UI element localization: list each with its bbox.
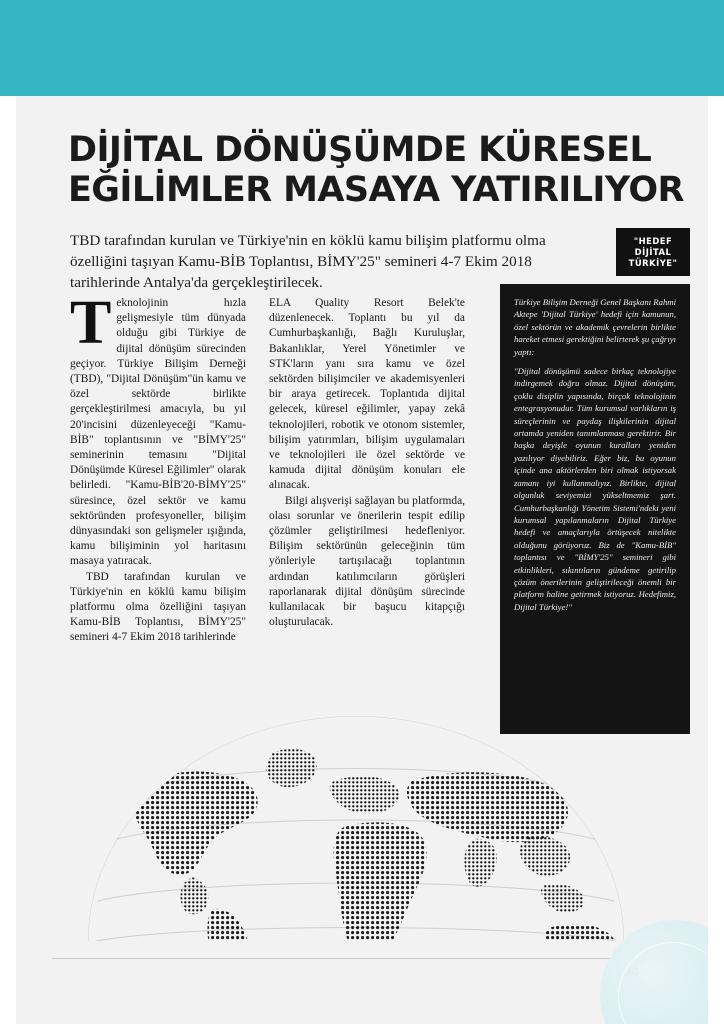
pull-quote-label bbox=[616, 228, 690, 276]
quote-paragraph-1: Türkiye Bilişim Derneği Genel Başkanı Rahmi Aktepe 'Dijital Türkiye' hedefi için kamunun, özel sektörün ve akademik çevrelerin birlikte hareket etmesi gerektiğini belirterek şu çağrıyı yaptı: bbox=[514, 297, 676, 357]
lede-paragraph: TBD tarafından kurulan ve Türkiye'nin en köklü kamu bilişim platformu olma özelliğini taşıyan Kamu-BİB Toplantısı, BİMY'25" semineri 4-7 Ekim 2018 tarihlerinde Antalya'da gerçekleştirilecek. bbox=[70, 232, 546, 291]
footer-divider bbox=[52, 958, 672, 959]
pull-label-line-2: DİJİTAL bbox=[634, 246, 672, 257]
headline-line-2: EĞİLİMLER MASAYA YATIRILIYOR bbox=[68, 170, 684, 210]
column1-paragraph-1-text: eknolojinin hızla gelişmesiyle tüm dünyada olduğu gibi Türkiye de dijital dönüşüm sürecinden geçiyor. Türkiye Bilişim Derneği (TBD), "Dijital Dönüşüm"ün kamu ve özel sektörde birlikte gerçekleştirilmesi amacıyla, bu yıl 20'incisini düzenleyeceği "Kamu-BİB" toplantısının ve "BİMY'25" seminerinin temasını "Dijital Dönüşümde Küresel Eğilimler" olarak belirledi. "Kamu-BİB'20-BİMY'25" süresince, özel sektör ve kamu sektöründen profesyoneller, bilişim dünyasındaki son gelişmeler ışığında, kamu bilişiminin yol haritasını masaya yatıracak. bbox=[70, 297, 246, 568]
body-column-1 bbox=[70, 289, 246, 646]
quote-paragraph-2: "Dijital dönüşümü sadece birkaç teknolojiye indirgemek doğru olmaz. Dijital dönüşüm, çoklu disiplin yapısında, birçok teknolojinin entegrasyonudur. Tüm kurumsal varlıkların iş süreçlerinin ve paydaş ilişkilerinin dijital ortamda yeniden tanımlanması gerektirir. Bir başka deyişle oyunun kuralları yeniden yazılıyor diyebiliriz. Eğer biz, bu oyunun içinde ana aktörlerden biri olmak istiyorsak zamanı iyi kullanmalıyız. Birlikte, dijital olgunluk seviyemizi yükseltmemiz şart. Cumhurbaşkanlığı Yönetim Sistemi'ndeki yeni kurumsal yapılanmaların Dijital Türkiye hedefi ve amaçlarıyla örtüşecek nitelikte olduğunu görüyoruz. Biz de "Kamu-BİB" toplantısı ve "BİMY'25" semineri gibi etkinlikleri, sıkıntıların gündeme getirilip çözüm önerilerinin geliştirileceği önemli bir platform haline getirmek istiyoruz. Hedefimiz, Dijital Türkiye!" bbox=[514, 366, 676, 612]
drop-cap: T bbox=[70, 289, 112, 357]
body-column-2 bbox=[269, 296, 465, 630]
page-title bbox=[68, 130, 688, 210]
headline-line-1: DİJİTAL DÖNÜŞÜMDE KÜRESEL bbox=[68, 130, 652, 170]
top-color-band bbox=[0, 0, 724, 96]
pull-label-line-3: TÜRKİYE" bbox=[628, 257, 678, 268]
column2-paragraph-1: ELA Quality Resort Belek'te düzenlenecek. Toplantı bu yıl da Cumhurbaşkanlığı, Bağlı Kuruluşlar, Bakanlıklar, Yerel Yönetimler ve STK'ların yanı sıra kamu ve özel sektörden bilişimciler ve akademisyenleri bir araya getirecek. Toplantıda dijital gelecek, küresel eğilimler, yapay zekâ teknolojileri, robotik ve otonom sistemler, bilişim yatırımları, bilişim uygulamaları ve teknolojileri ile özel sektörde ve kamuda dijital dönüşüm konuları ele alınacak. bbox=[269, 297, 465, 492]
page-sheet bbox=[16, 96, 708, 1024]
pull-label-line-1: "HEDEF bbox=[633, 235, 673, 246]
column2-paragraph-2: Bilgi alışverişi sağlayan bu platformda, olası sorunlar ve önerilerin tespit edilip çözümler geliştirilmesi hedefleniyor. Bilişim sektörünün geleceğinin tüm yönleriyle tartışılacağı toplantının ardından katılımcıların görüşleri raporlanarak dijital dönüşüm sürecinde kullanılacak bir başucu kitapçığı oluşturulacak. bbox=[269, 494, 465, 629]
world-globe-illustration bbox=[76, 641, 636, 941]
column1-paragraph-1 bbox=[70, 289, 246, 570]
column1-paragraph-2: TBD tarafından kurulan ve Türkiye'nin en köklü kamu bilişim platformu olma özelliğini taşıyan Kamu-BİB Toplantısı, BİMY'25" semineri 4-7 Ekim 2018 tarihlerinde bbox=[70, 570, 246, 644]
